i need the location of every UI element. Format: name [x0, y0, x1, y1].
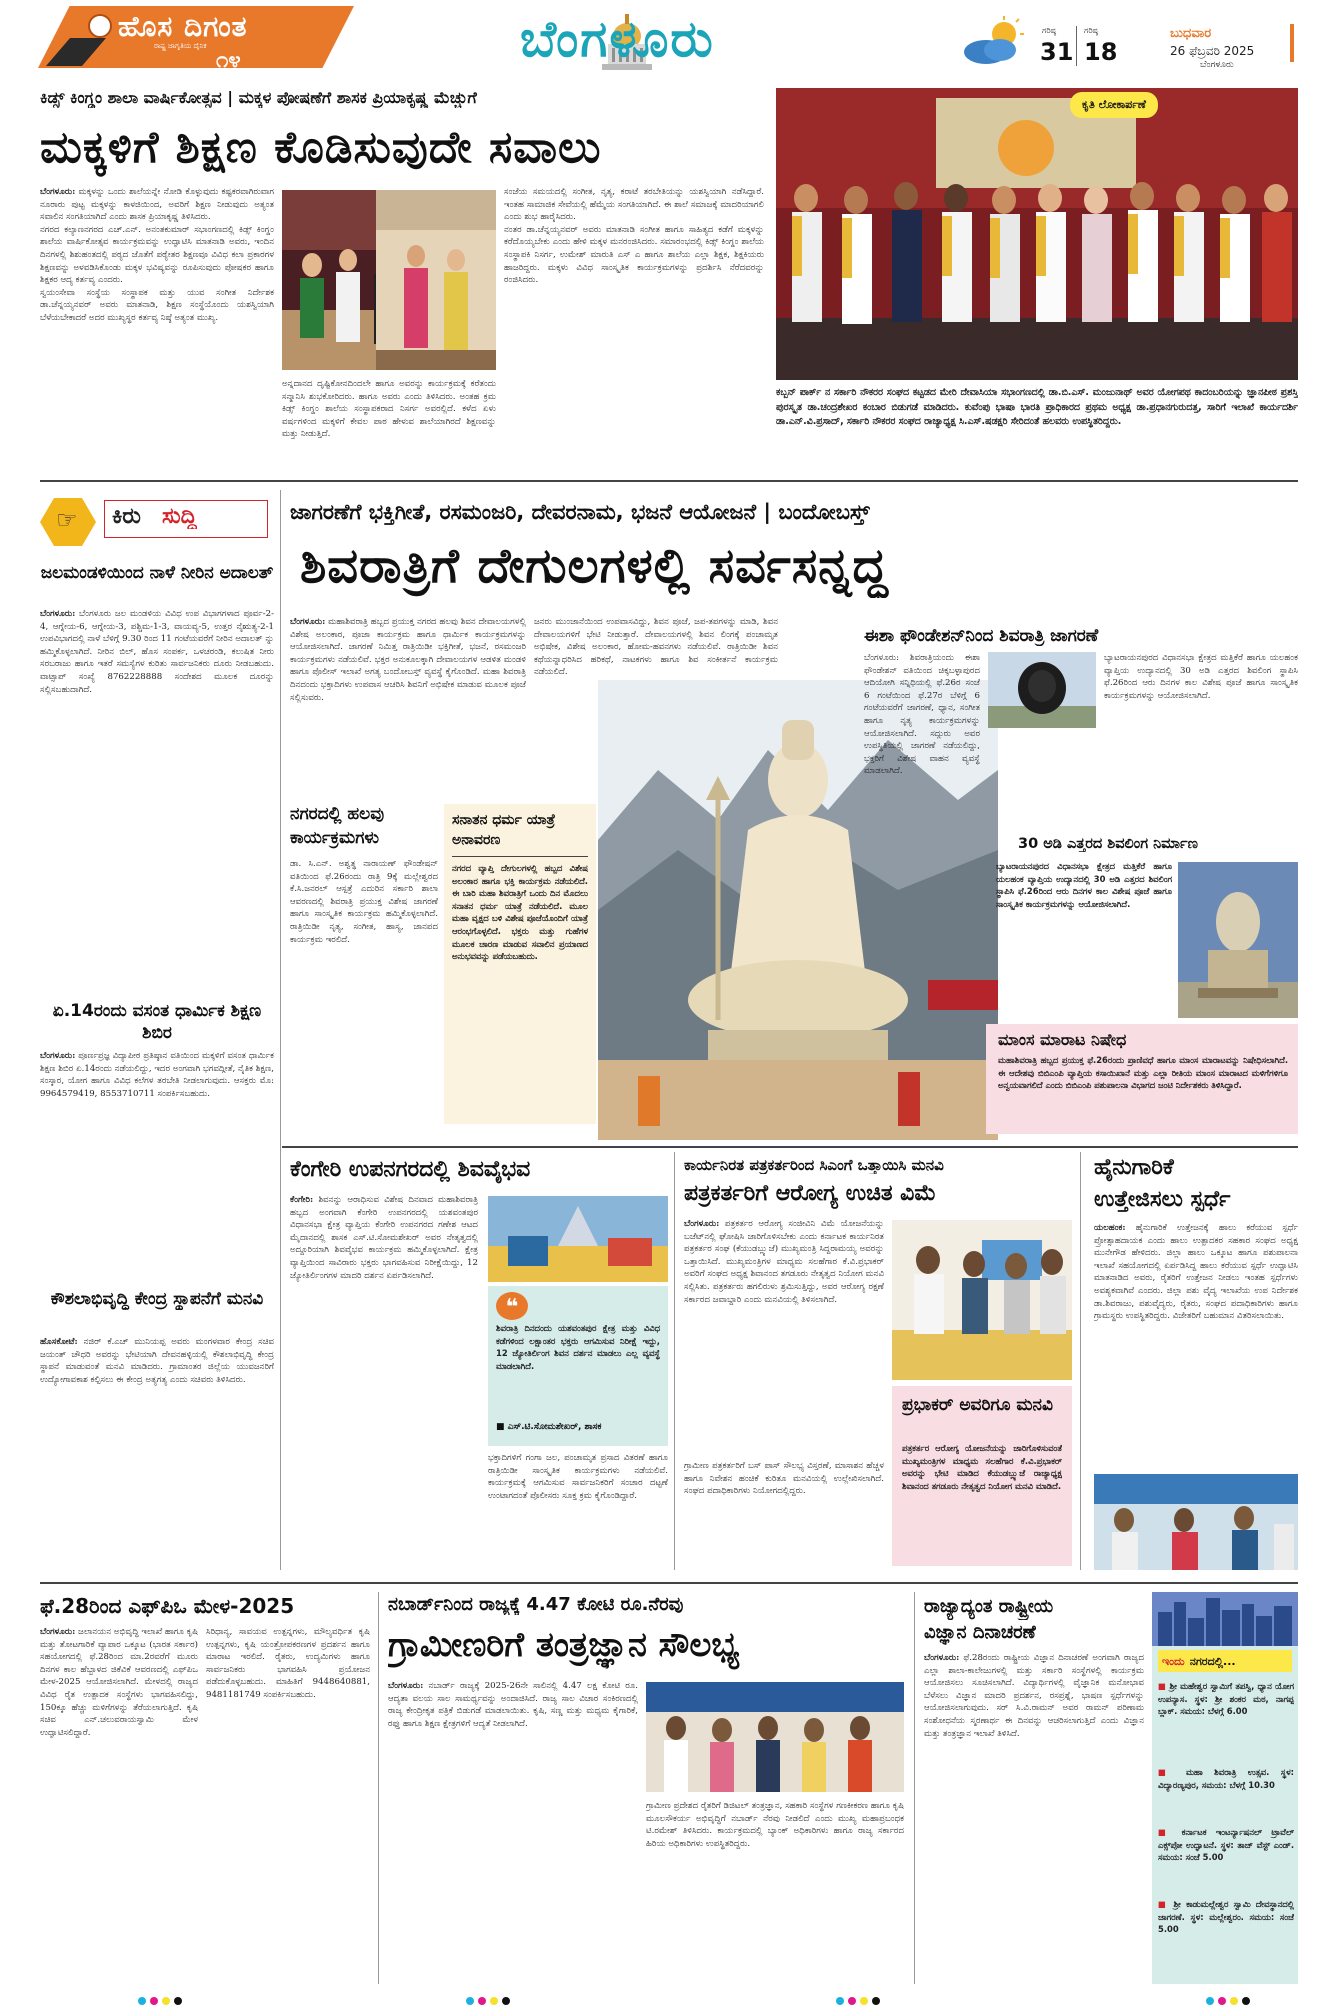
paper-tagline: ರಾಷ್ಟ್ರ ಜಾಗೃತಿಯ ದೈನಿಕ [154, 42, 207, 50]
journalists-body-text: ಪತ್ರಕರ್ತರ ಆರೋಗ್ಯ ಸಂಜೀವಿನಿ ವಿಮೆ ಯೋಜನೆಯನ್ನು ಬಜೆಟ್‌ನಲ್ಲಿ ಘೋಷಿಸಿ ಜಾರಿಗೊಳಿಸಬೇಕು ಎಂದು ಕರ್ನಾಟಕ ಕಾರ್ಯನಿರತ ಪತ್ರಕರ್ತರ ಸಂಘ (ಕೆಯುಡಬ್ಲ್ಯುಜೆ) ಮುಖ್ಯಮಂತ್ರಿ ಸಿದ್ದರಾಮಯ್ಯ ಅವರನ್ನು ಒತ್ತಾಯಿಸಿದೆ. ಮುಖ್ಯಮಂತ್ರಿಗಳ ಮಾಧ್ಯಮ ಸಲಹೆಗಾರ ಕೆ.ವಿ.ಪ್ರಭಾಕರ್ ಅವರಿಗೆ ಸಂಘದ ಅಧ್ಯಕ್ಷ ಶಿವಾನಂದ ತಗಡೂರು ನೇತೃತ್ವದ ನಿಯೋಗ ಮನವಿ ಸಲ್ಲಿಸಿತು. ಪತ್ರಕರ್ತರು ಹಗಲಿರುಳು ಶ್ರಮಿಸುತ್ತಿದ್ದು, ಅವರ ಆರೋಗ್ಯ ರಕ್ಷಣೆ ಸರ್ಕಾರದ ಜವಾಬ್ದಾರಿ ಎಂದು ಮನವಿಯಲ್ಲಿ ತಿಳಿಸಲಾಗಿದೆ. [684, 1219, 884, 1305]
brief-2-head: ಏ.14ರಂದು ವಸಂತ ಧಾರ್ಮಿಕ ಶಿಕ್ಷಣ ಶಿಬಿರ [52, 1001, 262, 1043]
dairy-body-text: ಹೈನುಗಾರಿಕೆ ಉತ್ತೇಜನಕ್ಕೆ ಹಾಲು ಕರೆಯುವ ಸ್ಪರ್ಧೆ ಪ್ರೋತ್ಸಾಹದಾಯಕ ಎಂದು ಹಾಲು ಉತ್ಪಾದಕರ ಸಹಕಾರ ಸಂಘದ ಅಧ್ಯಕ್ಷ ಮುನೇಗೌಡ ಹೇಳಿದರು. ಜಿಲ್ಲಾ ಹಾಲು ಒಕ್ಕೂಟ ಹಾಗೂ ಪಶುಪಾಲನಾ ಇಲಾಖೆ ಸಹಯೋಗದಲ್ಲಿ ಏರ್ಪಡಿಸಿದ್ದ ಹಾಲು ಕರೆಯುವ ಸ್ಪರ್ಧೆ ಉದ್ಘಾಟಿಸಿ ಮಾತನಾಡಿದ ಅವರು, ರೈತರಿಗೆ ಉತ್ತೇಜನ ನೀಡಲು ಇಂತಹ ಸ್ಪರ್ಧೆಗಳು ಅವಶ್ಯಕವಾಗಿವೆ ಎಂದರು. ಜಿಲ್ಲಾ ಪಶು ವೈದ್ಯ ಇಲಾಖೆಯ ಉಪ ನಿರ್ದೇಶಕ ಡಾ.ಶಿವರಾಜು, ಪಶುವೈದ್ಯರು, ರೈತರು, ಸಂಘದ ಪದಾಧಿಕಾರಿಗಳು ಹಾಗೂ ಗ್ರಾಮಸ್ಥರು ಉಪಸ್ಥಿತರಿದ್ದರು. ವಿಜೇತರಿಗೆ ಬಹುಮಾನ ವಿತರಿಸಲಾಯಿತು. [1094, 1223, 1298, 1322]
science-dateline: ಬೆಂಗಳೂರು: [924, 1653, 960, 1663]
lingam-head: 30 ಅಡಿ ಎತ್ತರದ ಶಿವಲಿಂಗ ನಿರ್ಮಾಣ [1018, 836, 1198, 852]
sanatana-box [444, 804, 596, 1124]
sub1-body: ಡಾ. ಸಿ.ಎನ್. ಅಶ್ವತ್ಥ ನಾರಾಯಣ್ ಫೌಂಡೇಷನ್ ವತಿಯಿಂದ ಫೆ.26ರಂದು ರಾತ್ರಿ 9ಕ್ಕೆ ಮಲ್ಲೇಶ್ವರದ ಕೆ.ಸಿ.ಜನರಲ್ ಆಸ್ಪತ್ರೆ ಎದುರಿನ ಸರ್ಕಾರಿ ಶಾಲಾ ಆವರಣದಲ್ಲಿ ಶಿವರಾತ್ರಿ ಪ್ರಯುಕ್ತ ವಿಶೇಷ ಜಾಗರಣೆ ಹಾಗೂ ಸಾಂಸ್ಕೃತಿಕ ಕಾರ್ಯಕ್ರಮ ಹಮ್ಮಿಕೊಳ್ಳಲಾಗಿದೆ. ರಾತ್ರಿಯಿಡೀ ನೃತ್ಯ, ಸಂಗೀತ, ಹಾಸ್ಯ, ಜಾನಪದ ಕಾರ್ಯಕ್ರಮ ಇರಲಿದೆ. [290, 859, 438, 945]
sanatana-box-body: ನಗರದ ವ್ಯಾಪ್ತಿ ದೇಗುಲಗಳಲ್ಲಿ ಹಬ್ಬದ ವಿಶೇಷ ಅಲಂಕಾರ ಹಾಗೂ ಭಕ್ತಿ ಕಾರ್ಯಕ್ರಮ ನಡೆಯಲಿದೆ. ಈ ಬಾರಿ ಮಹಾ ಶಿವರಾತ್ರಿಗೆ ಒಂದು ದಿನ ಮೊದಲು ಸನಾತನ ಧರ್ಮ ಯಾತ್ರೆ ನಡೆಯಲಿದೆ. ಮೂಲ ಮಹಾ ವೃಕ್ಷದ ಬಳಿ ವಿಶೇಷ ಪೂಜೆಯೊಂದಿಗೆ ಯಾತ್ರೆ ಆರಂಭಗೊಳ್ಳಲಿದೆ. ಭಕ್ತರು ಮತ್ತು ಗುಹೆಗಳ ಮೂಲಕ ಚಾರಣ ಮಾಡುವ ಸವಾಲಿನ ಪ್ರಯಾಣದ ಅನುಭವವನ್ನು ಪಡೆಯಬಹುದು. [452, 863, 588, 962]
book-release-photo [776, 88, 1298, 380]
lead-body-2: ನಗರದ ಕಲ್ಯಾಣನಗರದ ಎಚ್.ಎನ್. ಅನಂತಕುಮಾರ್ ಸಭಾಂಗಣದಲ್ಲಿ ಕಿಡ್ಸ್ ಕಿಂಗ್ಡಂ ಶಾಲೆಯ ವಾರ್ಷಿಕೋತ್ಸವ ಕಾರ್ಯಕ್ರಮವನ್ನು ಉದ್ಘಾಟಿಸಿ ಮಾತನಾಡಿ ಅವರು, ಇಂದಿನ ದಿನಗಳಲ್ಲಿ ಶಿಶುಹಂತದಲ್ಲಿ ಪಠ್ಯದ ಜೊತೆಗೆ ಪಠ್ಯೇತರ ಶಿಕ್ಷಣವೂ ವಿವಿಧ ಕಲಾ ಪ್ರಕಾರಗಳ ಶಿಕ್ಷಣವನ್ನು ಅಳವಡಿಸಿಕೊಂಡು ಮಕ್ಕಳ ಭವಿಷ್ಯವನ್ನು ರೂಪಿಸುವುದು ಪೋಷಕರ ಹಾಗೂ ಶಿಕ್ಷಕರ ಆದ್ಯ ಕರ್ತವ್ಯ ಎಂದರು. [40, 224, 274, 286]
registration-marks [0, 1992, 1338, 2010]
science-body-text: ಫೆ.28ರಂದು ರಾಷ್ಟ್ರೀಯ ವಿಜ್ಞಾನ ದಿನಾಚರಣೆ ಅಂಗವಾಗಿ ರಾಜ್ಯದ ಎಲ್ಲಾ ಶಾಲಾ-ಕಾಲೇಜುಗಳಲ್ಲಿ ಮತ್ತು ಸರ್ಕಾರಿ ಸಂಸ್ಥೆಗಳಲ್ಲಿ ಕಾರ್ಯಕ್ರಮ ಆಯೋಜಿಸಲು ಸೂಚಿಸಲಾಗಿದೆ. ವಿದ್ಯಾರ್ಥಿಗಳಲ್ಲಿ ವೈಜ್ಞಾನಿಕ ಮನೋಭಾವ ಬೆಳೆಸಲು ವಿಜ್ಞಾನ ಮಾದರಿ ಪ್ರದರ್ಶನ, ರಸಪ್ರಶ್ನೆ, ಭಾಷಣ ಸ್ಪರ್ಧೆಗಳನ್ನು ಆಯೋಜಿಸಲಾಗುವುದು. ಸರ್ ಸಿ.ವಿ.ರಾಮನ್ ಅವರ ರಾಮನ್ ಪರಿಣಾಮ ಸಂಶೋಧನೆಯ ಸ್ಮರಣಾರ್ಥ ಈ ದಿನವನ್ನು ಆಚರಿಸಲಾಗುತ್ತಿದೆ ಎಂದು ವಿಜ್ಞಾನ ಮತ್ತು ತಂತ್ರಜ್ಞಾನ ಇಲಾಖೆ ತಿಳಿಸಿದೆ. [924, 1653, 1144, 1739]
shivaratri-body-col-1 [290, 616, 526, 792]
brief-3-dateline: ಹೊಸಕೋಟೆ: [40, 1337, 78, 1347]
dairy-body [1094, 1222, 1298, 1468]
shivaratri-headline: ಶಿವರಾತ್ರಿಗೆ ದೇಗುಲಗಳಲ್ಲಿ ಸರ್ವಸನ್ನದ್ಧ [300, 538, 889, 594]
kengeri-body [290, 1194, 478, 1570]
section-title-text: ಬೆಂಗಳೂರು [520, 10, 715, 68]
brief-1-text: ಬೆಂಗಳೂರು ಜಲ ಮಂಡಳಿಯ ವಿವಿಧ ಉಪ ವಿಭಾಗಗಳಾದ ಪೂರ್ವ-2-4, ಆಗ್ನೇಯ-6, ಆಗ್ನೇಯ-3, ಪಶ್ಚಿಮ-1-3, ವಾಯವ್ಯ-5, ಉತ್ತರ ನೈಋತ್ಯ-2-1 ಉಪವಿಭಾಗದಲ್ಲಿ ನಾಳೆ ಬೆಳಿಗ್ಗೆ 9.30 ರಿಂದ 11 ಗಂಟೆಯವರೆಗೆ ನೀರಿನ ಅದಾಲತ್ ನ್ನು ಹಮ್ಮಿಕೊಳ್ಳಲಾಗಿದೆ. ನೀರಿನ ಬಿಲ್, ಹೊಸ ಸಂಪರ್ಕ, ಒಳಚರಂಡಿ, ಕಲುಷಿತ ನೀರು ಸರಬರಾಜು ಹಾಗೂ ಇತರೆ ಸಮಸ್ಯೆಗಳ ಕುರಿತು ಸಾರ್ವಜನಿಕರು ದೂರು ನೀಡಬಹುದು. ವಾಟ್ಸಾಪ್ ಸಂಖ್ಯೆ 8762228888 ಸಂದೇಶದ ಮೂಲಕ ದೂರನ್ನು ಸಲ್ಲಿಸಬಹುದಾಗಿದೆ. [40, 609, 274, 695]
nabard-dateline: ಬೆಂಗಳೂರು: [388, 1681, 424, 1691]
bullet-icon: ■ [1158, 1827, 1182, 1837]
journalists-headline: ಪತ್ರಕರ್ತರಿಗೆ ಆರೋಗ್ಯ ಉಚಿತ ವಿಮೆ [684, 1181, 937, 1206]
brief-2-dateline: ಬೆಂಗಳೂರು: [40, 1051, 76, 1061]
brief-1-dateline: ಬೆಂಗಳೂರು: [40, 609, 76, 619]
max-temp: 31 [1040, 38, 1074, 66]
fpo-body-2: ಸಿರಿಧಾನ್ಯ, ಸಾವಯವ ಉತ್ಪನ್ನಗಳು, ಮೌಲ್ಯವರ್ಧಿತ ಕೃಷಿ ಉತ್ಪನ್ನಗಳು, ಕೃಷಿ ಯಂತ್ರೋಪಕರಣಗಳ ಪ್ರದರ್ಶನ ಹಾಗೂ ಮಾರಾಟ ಇರಲಿದೆ. ರೈತರು, ಉದ್ಯಮಿಗಳು ಹಾಗೂ ಸಾರ್ವಜನಿಕರು ಭಾಗವಹಿಸಿ ಪ್ರಯೋಜನ ಪಡೆದುಕೊಳ್ಳಬಹುದು. ಮಾಹಿತಿಗೆ 9448640881, 9481181749 ಸಂಪರ್ಕಿಸಬಹುದು. [206, 1627, 370, 1700]
today-item-4-text: ಶ್ರೀ ಕಾಡುಮಲ್ಲೇಶ್ವರ ಸ್ವಾಮಿ ದೇವಸ್ಥಾನದಲ್ಲಿ ಜಾಗರಣೆ. ಸ್ಥಳ: ಮಲ್ಲೇಶ್ವರಂ. ಸಮಯ: ಸಂಜೆ 5.00 [1158, 1899, 1294, 1935]
briefs-divider [280, 490, 281, 1570]
issue-city: ಬೆಂಗಳೂರು [1200, 60, 1234, 70]
today-label [1158, 1650, 1292, 1672]
shivaratri-kicker: ಜಾಗರಣೆಗೆ ಭಕ್ತಿಗೀತೆ, ರಸಮಂಜರಿ, ದೇವರನಾಮ, ಭಜನೆ ಆಯೋಜನೆ | ಬಂದೋಬಸ್ತ್ [290, 500, 870, 524]
journalists-body [684, 1218, 884, 1454]
min-temp: 18 [1084, 38, 1118, 66]
masthead [0, 0, 1338, 80]
today-label-b: ನಗರದಲ್ಲಿ... [1189, 1655, 1236, 1668]
isha-body-2-text: ಬ್ಯಾಟರಾಯನಪುರದ ವಿಧಾನಸಭಾ ಕ್ಷೇತ್ರದ ಮತ್ತಿಕೆರೆ ಹಾಗೂ ಯಲಹಂಕ ವ್ಯಾಪ್ತಿಯ ಉದ್ಯಾನದಲ್ಲಿ 30 ಅಡಿ ಎತ್ತರದ ಶಿವಲಿಂಗ ಸ್ಥಾಪಿಸಿ ಫೆ.26ರಿಂದ ಆರು ದಿನಗಳ ಕಾಲ ವಿಶೇಷ ಪೂಜೆ ಹಾಗೂ ಸಾಂಸ್ಕೃತಿಕ ಕಾರ್ಯಕ್ರಮಗಳನ್ನು ಆಯೋಜಿಸಲಾಗಿದೆ. [1104, 653, 1298, 701]
nabard-body [388, 1680, 638, 1984]
weather-icon [960, 16, 1030, 66]
kengeri-headline: ಕೆಂಗೇರಿ ಉಪನಗರದಲ್ಲಿ ಶಿವವೈಭವ [290, 1157, 531, 1182]
page-number: ೧೪ [216, 48, 241, 73]
brief-3-body [40, 1336, 274, 1560]
nabard-divider [914, 1592, 915, 1984]
fpo-headline: ಫೆ.28ರಿಂದ ಎಫ್‌ಪಿಒ ಮೇಳ-2025 [40, 1594, 295, 1618]
meat-box-head: ಮಾಂಸ ಮಾರಾಟ ನಿಷೇಧ [998, 1030, 1127, 1049]
book-release-caption: ಕಬ್ಬನ್ ಪಾರ್ಕ್ ನ ಸರ್ಕಾರಿ ನೌಕರರ ಸಂಘದ ಕಟ್ಟಡದ ಮೇರಿ ದೇವಾಸಿಯಾ ಸಭಾಂಗಣದಲ್ಲಿ ಡಾ.ಬಿ.ಎಸ್. ಮಂಜುನಾಥ್ ಅವರ ಯೋಗಪಥ ಕಾದಂಬರಿಯನ್ನು ಜ್ಞಾನಪೀಠ ಪ್ರಶಸ್ತಿ ಪುರಸ್ಕೃತ ಡಾ.ಚಂದ್ರಶೇಖರ ಕಂಬಾರ ಬಿಡುಗಡೆ ಮಾಡಿದರು. ಕುವೆಂಪು ಭಾಷಾ ಭಾರತಿ ಪ್ರಾಧಿಕಾರದ ಪ್ರಥಮ ಅಧ್ಯಕ್ಷ ಡಾ.ಪ್ರಧಾನಗುರುದತ್ತ, ಸಾರಿಗೆ ಇಲಾಖೆ ಕಾರ್ಯದರ್ಶಿ ಡಾ.ಎನ್.ವಿ.ಪ್ರಸಾದ್, ಸರ್ಕಾರಿ ನೌಕರರ ಸಂಘದ ರಾಜ್ಯಾಧ್ಯಕ್ಷ ಸಿ.ಎಸ್.ಷಡಕ್ಷರಿ ಸೇರಿದಂತೆ ಹಲವರು ಉಪಸ್ಥಿತರಿದ್ದರು. [776, 387, 1298, 428]
today-box [1152, 1592, 1298, 1984]
lead-dateline: ಬೆಂಗಳೂರು: [40, 187, 76, 197]
section-rule-2 [282, 1146, 1298, 1148]
today-item-3-text: ಕರ್ನಾಟಕ ಇಂಟರ್ನ್ಯಾಷನಲ್ ಟ್ರಾವೆಲ್ ಎಕ್ಸ್‌ಪೋ ಉದ್ಘಾಟನೆ. ಸ್ಥಳ: ತಾಜ್ ವೆಸ್ಟ್ ಎಂಡ್. ಸಮಯ: ಸಂಜೆ 5.00 [1158, 1827, 1294, 1863]
sanatana-box-rule [452, 856, 588, 857]
shivaratri-dateline: ಬೆಂಗಳೂರು: [290, 617, 326, 627]
brief-2-text: ಪೂರ್ಣಪ್ರಜ್ಞ ವಿದ್ಯಾಪೀಠ ಪ್ರತಿಷ್ಠಾನ ವತಿಯಿಂದ ಮಕ್ಕಳಿಗೆ ವಸಂತ ಧಾರ್ಮಿಕ ಶಿಕ್ಷಣ ಶಿಬಿರ ಏ.14ರಂದು ನಡೆಯಲಿದ್ದು, ಇದರ ಅಂಗವಾಗಿ ಭಗವದ್ಗೀತೆ, ನೈತಿಕ ಶಿಕ್ಷಣ, ಸಂಸ್ಕಾರ, ಯೋಗ ಹಾಗೂ ವಿವಿಧ ಕಲೆಗಳ ತರಬೇತಿ ನೀಡಲಾಗುವುದು. ಆಸಕ್ತರು ಮೊ: 9964579419, 8553710711 ಸಂಪರ್ಕಿಸಬಹುದು. [40, 1051, 274, 1099]
brief-2-body [40, 1050, 274, 1290]
shivaratri-body-2: ಜನರು ಮುಂಜಾನೆಯಿಂದ ಉಪವಾಸವಿದ್ದು, ಶಿವನ ಪೂಜೆ, ಜಪ-ತಪಗಳನ್ನು ಮಾಡಿ, ಶಿವನ ದೇವಾಲಯಗಳಿಗೆ ಭೇಟಿ ನೀಡುತ್ತಾರೆ. ದೇವಾಲಯಗಳಲ್ಲಿ ಶಿವನ ಲಿಂಗಕ್ಕೆ ಪಂಚಾಮೃತ ಅಭಿಷೇಕ, ವಿಶೇಷ ಅಲಂಕಾರ, ಹೋಮ-ಹವನಗಳು ನಡೆಯಲಿವೆ. ರಾತ್ರಿಯಿಡೀ ಶಿವನ ಕಥೆಯನ್ನಾಧರಿಸಿದ ಹರಿಕಥೆ, ನಾಟಕಗಳು ಹಾಗೂ ಶಿವ ಸಂಕೀರ್ತನೆ ಕಾರ್ಯಕ್ರಮ ನಡೆಯಲಿದೆ. [534, 617, 778, 678]
journalists-kicker: ಕಾರ್ಯನಿರತ ಪತ್ರಕರ್ತರಿಂದ ಸಿಎಂಗೆ ಒತ್ತಾಯಿಸಿ ಮನವಿ [684, 1156, 944, 1174]
section-rule-3 [40, 1582, 1298, 1584]
briefs-label-b: ಸುದ್ದಿ [162, 504, 197, 529]
science-headline-1: ರಾಜ್ಯಾದ್ಯಂತ ರಾಷ್ಟ್ರೀಯ [924, 1596, 1054, 1617]
today-item-1 [1158, 1680, 1294, 1762]
brief-1-head: ಜಲಮಂಡಳಿಯಿಂದ ನಾಳೆ ನೀರಿನ ಅದಾಲತ್ [40, 563, 274, 583]
prabhakar-box [892, 1386, 1072, 1566]
max-temp-label: ಗರಿಷ್ಠ [1042, 26, 1056, 35]
logo-emblem-icon [88, 14, 112, 38]
nabard-headline: ಗ್ರಾಮೀಣರಿಗೆ ತಂತ್ರಜ್ಞಾನ ಸೌಲಭ್ಯ [388, 1625, 740, 1665]
paper-name: ಹೊಸ ದಿಗಂತ [118, 10, 248, 43]
kengeri-divider [674, 1152, 675, 1570]
issue-date: 26 ಫೆಬ್ರವರಿ 2025 [1170, 44, 1255, 58]
dairy-dateline: ಯಲಹಂಕ: [1094, 1223, 1126, 1233]
lead-body-1: ಮಕ್ಕಳನ್ನು ಒಂದು ಶಾಲೆಯನ್ನೇ ನೋಡಿ ಕೊಳ್ಳುವುದು ಕಷ್ಟಕರವಾಗಿರುವಾಗ ನೂರಾರು ಪುಟ್ಟ ಮಕ್ಕಳನ್ನು ಕಾಳಜಿಯಿಂದ, ಅವರಿಗೆ ಶಿಕ್ಷಣ ನೀಡುವುದು ಅತ್ಯಂತ ಸವಾಲಿನ ಸಂಗತಿಯಾಗಿದೆ ಎಂದು ಶಾಸಕ ಪ್ರಿಯಾಕೃಷ್ಣ ತಿಳಿಸಿದರು. [40, 187, 274, 223]
fpo-body [40, 1626, 198, 1984]
isha-body-1: ಬೆಂಗಳೂರು: ಶಿವರಾತ್ರಿಯಂದು ಈಶಾ ಫೌಂಡೇಶನ್ ವತಿಯಿಂದ ಚಿಕ್ಕಬಳ್ಳಾಪುರದ ಆದಿಯೋಗಿ ಸನ್ನಿಧಿಯಲ್ಲಿ ಫೆ.26ರ ಸಂಜೆ 6 ಗಂಟೆಯಿಂದ ಫೆ.27ರ ಬೆಳಿಗ್ಗೆ 6 ಗಂಟೆಯವರೆಗೆ ಜಾಗರಣೆ, ಧ್ಯಾನ, ಸಂಗೀತ ಹಾಗೂ ನೃತ್ಯ ಕಾರ್ಯಕ್ರಮಗಳನ್ನು ಆಯೋಜಿಸಲಾಗಿದೆ. ಸದ್ಗುರು ಅವರ ಉಪಸ್ಥಿತಿಯಲ್ಲಿ ಜಾಗರಣೆ ನಡೆಯಲಿದ್ದು, ಭಕ್ತರಿಗೆ ವಿಶೇಷ ವಾಹನ ವ್ಯವಸ್ಥೆ ಮಾಡಲಾಗಿದೆ. [864, 653, 980, 777]
dairy-photo [1094, 1474, 1298, 1570]
bullet-icon: ■ [1158, 1681, 1170, 1691]
lead-body-6: ನಂತರ ಡಾ.ಚೆನ್ನಯ್ಯನವರ್ ಅವರು ಮಾತನಾಡಿ ಸಂಗೀತ ಹಾಗೂ ಸಾಹಿತ್ಯದ ಕಡೆಗೆ ಮಕ್ಕಳನ್ನು ಕರೆದೊಯ್ಯಬೇಕು ಎಂದು ಹೇಳಿ ಮಕ್ಕಳ ಮನರಂಜಿಸಿದರು. ಸಮಾರಂಭದಲ್ಲಿ ಕಿಡ್ಸ್ ಕಿಂಗ್ಡಂ ಶಾಲೆಯ ಸಂಸ್ಥಾಪಕಿ ನಿಸರ್ಗ, ಉಮೇಶ್ ಮಾರುತಿ ಎಸ್ ಎ ಹಾಗೂ ಶಾಲೆಯ ಎಲ್ಲಾ ಶಿಕ್ಷಕ, ಶಿಕ್ಷಕಿಯರು ಹಾಜರಿದ್ದರು. ಮಕ್ಕಳು ವಿವಿಧ ಸಾಂಸ್ಕೃತಿಕ ಕಾರ್ಯಕ್ರಮಗಳನ್ನು ಪ್ರದರ್ಶಿಸಿ ನೆರೆದವರನ್ನು ರಂಜಿಸಿದರು. [504, 224, 764, 286]
nabard-body-2: ಗ್ರಾಮೀಣ ಪ್ರದೇಶದ ರೈತರಿಗೆ ಡಿಜಿಟಲ್ ತಂತ್ರಜ್ಞಾನ, ಸಹಕಾರಿ ಸಂಸ್ಥೆಗಳ ಗಣಕೀಕರಣ ಹಾಗೂ ಕೃಷಿ ಮೂಲಸೌಕರ್ಯ ಅಭಿವೃದ್ಧಿಗೆ ನಬಾರ್ಡ್ ನೆರವು ನೀಡಲಿದೆ ಎಂದು ಮುಖ್ಯ ಮಹಾಪ್ರಬಂಧಕ ಟಿ.ರಮೇಶ್ ತಿಳಿಸಿದರು. ಕಾರ್ಯಕ್ರಮದಲ್ಲಿ ಬ್ಯಾಂಕ್ ಅಧಿಕಾರಿಗಳು ಹಾಗೂ ರಾಜ್ಯ ಸರ್ಕಾರದ ಹಿರಿಯ ಅಧಿಕಾರಿಗಳು ಉಪಸ್ಥಿತರಿದ್ದರು. [646, 1801, 904, 1849]
prabhakar-box-body: ಪತ್ರಕರ್ತರ ಆರೋಗ್ಯ ಯೋಜನೆಯನ್ನು ಜಾರಿಗೊಳಿಸುವಂತೆ ಮುಖ್ಯಮಂತ್ರಿಗಳ ಮಾಧ್ಯಮ ಸಲಹೆಗಾರ ಕೆ.ವಿ.ಪ್ರಭಾಕರ್ ಅವರನ್ನು ಭೇಟಿ ಮಾಡಿದ ಕೆಯುಡಬ್ಲ್ಯುಜೆ ರಾಜ್ಯಾಧ್ಯಕ್ಷ ಶಿವಾನಂದ ತಗಡೂರು ನೇತೃತ್ವದ ನಿಯೋಗ ಮನವಿ ಮಾಡಿದೆ. [902, 1443, 1062, 1491]
lead-body-3: ಸ್ವಯಂಸೇವಾ ಸಂಸ್ಥೆಯ ಸಂಸ್ಥಾಪಕ ಮತ್ತು ಯುವ ಸಂಗೀತ ನಿರ್ದೇಶಕ ಡಾ.ಚೆನ್ನಯ್ಯನವರ್ ಅವರು ಮಾತನಾಡಿ, ಶಿಕ್ಷಣ ಸಂಸ್ಥೆಯೊಂದು ಯಶಸ್ವಿಯಾಗಿ ಬೆಳೆಯಬೇಕಾದರೆ ಅದರ ಮುಖ್ಯಸ್ಥರ ಕರ್ತವ್ಯ ನಿಷ್ಠೆ ಅತ್ಯಂತ ಮುಖ್ಯ. [40, 287, 274, 323]
bullet-icon: ■ [1158, 1767, 1186, 1777]
journalists-divider [1080, 1152, 1081, 1570]
meat-box-body: ಮಹಾಶಿವರಾತ್ರಿ ಹಬ್ಬದ ಪ್ರಯುಕ್ತ ಫೆ.26ರಂದು ಪ್ರಾಣಿವಧೆ ಹಾಗೂ ಮಾಂಸ ಮಾರಾಟವನ್ನು ನಿಷೇಧಿಸಲಾಗಿದೆ. ಈ ಆದೇಶವು ಬಿಬಿಎಂಪಿ ವ್ಯಾಪ್ತಿಯ ಕಸಾಯಿಖಾನೆ ಮತ್ತು ಎಲ್ಲಾ ರೀತಿಯ ಮಾಂಸ ಮಾರಾಟದ ಮಳಿಗೆಗಳಿಗೂ ಅನ್ವಯವಾಗಲಿದೆ ಎಂದು ಬಿಬಿಎಂಪಿ ಪಶುಪಾಲನಾ ವಿಭಾಗದ ಜಂಟಿ ನಿರ್ದೇಶಕರು ತಿಳಿಸಿದ್ದಾರೆ. [998, 1055, 1288, 1091]
lead-body-4: ಅನ್ನದಾನದ ದೃಷ್ಟಿಕೋನದಿಂದಲೇ ಹಾಗೂ ಅವರನ್ನು ಕಾರ್ಯಕ್ರಮಕ್ಕೆ ಕರೆತಂದು ಸನ್ಮಾನಿಸಿ ಶುಭಕೋರಿದರು. ಹಾಗೂ ಅವರು ಎಂದು ತಿಳಿಸಿದರು. ಅಂತಹ ಕ್ರಮ ಕಿಡ್ಸ್ ಕಿಂಗ್ಡಂ ಶಾಲೆಯ ಸಂಸ್ಥಾಪಕರಾದ ನಿಸರ್ಗ ಅವರಲ್ಲಿದೆ. ಕಳೆದ ಏಳು ವರ್ಷಗಳಿಂದ ಮಕ್ಕಳಿಗೆ ಕೇವಲ ಪಾಠ ಹೇಳುವ ಶಾಲೆಯಾಗಿರದೆ ಶಿಕ್ಷಣವನ್ನು ಮತ್ತು ನೀಡುತ್ತಿದೆ. [282, 379, 496, 440]
briefs-column [40, 490, 274, 1570]
lead-column-2b [282, 378, 496, 468]
isha-photo [988, 652, 1096, 728]
quote-icon: ❝ [496, 1292, 528, 1320]
bullet-icon: ■ [1158, 1899, 1174, 1909]
skyline-icon [1152, 1592, 1298, 1646]
kengeri-body-text: ಶಿವನನ್ನು ಆರಾಧಿಸುವ ವಿಶೇಷ ದಿನವಾದ ಮಹಾಶಿವರಾತ್ರಿ ಹಬ್ಬದ ಅಂಗವಾಗಿ ಕೆಂಗೇರಿ ಉಪನಗರದಲ್ಲಿ ಯಶವಂತಪುರ ವಿಧಾನಸಭಾ ಕ್ಷೇತ್ರ ವ್ಯಾಪ್ತಿಯ ಕೆಂಗೇರಿ ಉಪನಗರದ ಗಣೇಶ ಆಟದ ಮೈದಾನದಲ್ಲಿ ಶಾಸಕ ಎಸ್.ಟಿ.ಸೋಮಶೇಖರ್ ಅವರ ನೇತೃತ್ವದಲ್ಲಿ ಅದ್ದೂರಿಯಾಗಿ ಶಿವವೈಭವ ಕಾರ್ಯಕ್ರಮ ಹಮ್ಮಿಕೊಳ್ಳಲಾಗಿದೆ. ಕ್ಷೇತ್ರ ವ್ಯಾಪ್ತಿಯಿಂದ ಸಾವಿರಾರು ಭಕ್ತರು ಭಾಗವಹಿಸುವ ನಿರೀಕ್ಷೆಯಿದ್ದು, 12 ಜ್ಯೋತಿರ್ಲಿಂಗಗಳ ಮಾದರಿ ದರ್ಶನ ಏರ್ಪಡಿಸಲಾಗಿದೆ. [290, 1195, 478, 1281]
brief-3-text: ನಜಿರ್ ಕೆ.ಎಚ್ ಮುನಿಯಪ್ಪ ಅವರು ಮಂಗಳವಾರ ಕೇಂದ್ರ ಸಚಿವ ಜಯಂತ್ ಚೌಧರಿ ಅವರನ್ನು ಭೇಟಿಯಾಗಿ ದೇವನಹಳ್ಳಿಯಲ್ಲಿ ಕೌಶಲಾಭಿವೃದ್ಧಿ ಕೇಂದ್ರ ಸ್ಥಾಪನೆ ಮಾಡುವಂತೆ ಮನವಿ ಮಾಡಿದರು. ಗ್ರಾಮಾಂತರ ಜಿಲ್ಲೆಯ ಯುವಜನರಿಗೆ ಉದ್ಯೋಗಾವಕಾಶ ಕಲ್ಪಿಸಲು ಈ ಕೇಂದ್ರ ಅತ್ಯಗತ್ಯ ಎಂದು ಸಚಿವರು ತಿಳಿಸಿದರು. [40, 1337, 274, 1385]
kengeri-quote-box [488, 1286, 668, 1446]
isha-body-2 [1104, 652, 1298, 824]
brief-3-head: ಕೌಶಲಾಭಿವೃದ್ಧಿ ಕೇಂದ್ರ ಸ್ಥಾಪನೆಗೆ ಮನವಿ [50, 1289, 264, 1309]
kengeri-quote-body: ಶಿವರಾತ್ರಿ ದಿನದಂದು ಯಶವಂತಪುರ ಕ್ಷೇತ್ರ ಮತ್ತು ವಿವಿಧ ಕಡೆಗಳಿಂದ ಲಕ್ಷಾಂತರ ಭಕ್ತರು ಆಗಮಿಸುವ ನಿರೀಕ್ಷೆ ಇದ್ದು, 12 ಜ್ಯೋತಿರ್ಲಿಂಗ ಶಿವನ ದರ್ಶನ ಮಾಡಲು ಎಲ್ಲ ವ್ಯವಸ್ಥೆ ಮಾಡಲಾಗಿದೆ. [496, 1323, 660, 1371]
today-item-2-text: ಮಹಾ ಶಿವರಾತ್ರಿ ಉತ್ಸವ. ಸ್ಥಳ: ವಿದ್ಯಾರಣ್ಯಪುರ, ಸಮಯ: ಬೆಳಗ್ಗೆ 10.30 [1158, 1767, 1294, 1790]
lead-body-5: ಸಂಜೆಯ ಸಮಯದಲ್ಲಿ ಸಂಗೀತ, ನೃತ್ಯ, ಕರಾಟೆ ತರಬೇತಿಯನ್ನು ಯಶಸ್ವಿಯಾಗಿ ನಡೆಸಿದ್ದಾರೆ. ಇಂತಹ ಸಾಮಾಜಿಕ ಸೇವೆಯಲ್ಲಿ ಹೆಮ್ಮೆಯ ಸಂಗತಿಯಾಗಿದೆ. ಈ ಶಾಲೆ ಸಮಾಜಕ್ಕೆ ಮಾದರಿಯಾಗಲಿ ಎಂದು ಶುಭ ಹಾರೈಸಿದರು. [504, 187, 764, 223]
section-rule-1 [40, 480, 1298, 482]
briefs-label-box [104, 500, 268, 538]
lead-column-3 [504, 186, 764, 468]
fpo-dateline: ಬೆಂಗಳೂರು: [40, 1627, 76, 1637]
meat-box [986, 1024, 1298, 1134]
today-label-a: ಇಂದು [1162, 1655, 1185, 1668]
today-item-2 [1158, 1766, 1294, 1822]
nabard-kicker: ನಬಾರ್ಡ್‌ನಿಂದ ರಾಜ್ಯಕ್ಕೆ 4.47 ಕೋಟಿ ರೂ.ನೆರವು [388, 1594, 684, 1615]
today-item-3 [1158, 1826, 1294, 1894]
today-item-4 [1158, 1898, 1294, 1980]
nabard-photo [646, 1682, 904, 1792]
lingam-photo [1178, 862, 1298, 1018]
science-headline-2: ವಿಜ್ಞಾನ ದಿನಾಚರಣೆ [924, 1622, 1036, 1643]
science-body [924, 1652, 1144, 1984]
isha-head: ಈಶಾ ಫೌಂಡೇಶನ್‌ನಿಂದ ಶಿವರಾತ್ರಿ ಜಾಗರಣೆ [864, 626, 1099, 646]
today-item-1-text: ಶ್ರೀ ಮಹೇಶ್ವರ ಸ್ವಾಮಿಗೆ ತಪಸ್ವಿ, ಧ್ಯಾನ ಯೋಗ ಉಪನ್ಯಾಸ. ಸ್ಥಳ: ಶ್ರೀ ಶಂಕರ ಮಠ, ನಾಗಪ್ಪ ಬ್ಲಾಕ್. ಸಮಯ: ಬೆಳಗ್ಗೆ 6.00 [1158, 1681, 1294, 1717]
min-temp-label: ಗರಿಷ್ಠ [1084, 26, 1098, 35]
shivaratri-body: ಮಹಾಶಿವರಾತ್ರಿ ಹಬ್ಬದ ಪ್ರಯುಕ್ತ ನಗರದ ಹಲವು ಶಿವನ ದೇವಾಲಯಗಳಲ್ಲಿ ವಿಶೇಷ ಅಲಂಕಾರ, ಪೂಜಾ ಕಾರ್ಯಕ್ರಮ ಹಾಗೂ ಧಾರ್ಮಿಕ ಕಾರ್ಯಕ್ರಮಗಳನ್ನು ಆಯೋಜಿಸಲಾಗಿದೆ. ಜಾಗರಣೆ ನಿಮಿತ್ತ ರಾತ್ರಿಯಿಡೀ ಭಕ್ತಿಗೀತೆ, ಭಜನೆ, ರಸಮಂಜರಿ ಕಾರ್ಯಕ್ರಮಗಳು ನಡೆಯಲಿವೆ. ಭಕ್ತರ ಅನುಕೂಲಕ್ಕಾಗಿ ದೇವಾಲಯಗಳ ಆಡಳಿತ ಮಂಡಳಿ ಹಾಗೂ ಪೊಲೀಸ್ ಇಲಾಖೆ ಅಗತ್ಯ ಬಂದೋಬಸ್ತ್ ವ್ಯವಸ್ಥೆ ಕೈಗೊಂಡಿದೆ. ಮಹಾ ಶಿವರಾತ್ರಿ ದಿನದಂದು ಭಕ್ತಾದಿಗಳು ಉಪವಾಸ ಆಚರಿಸಿ ಶಿವನಿಗೆ ಅಭಿಷೇಕ ಮಾಡುವ ಮೂಲಕ ಪೂಜೆ ಸಲ್ಲಿಸುವರು. [290, 617, 526, 703]
fpo-body-text: ಜಲಾನಯನ ಅಭಿವೃದ್ಧಿ ಇಲಾಖೆ ಹಾಗೂ ಕೃಷಿ ಮತ್ತು ತೋಟಗಾರಿಕೆ ವ್ಯಾಪಾರ ಒಕ್ಕೂಟ (ಭಾರತ ಸರ್ಕಾರ) ಸಹಯೋಗದಲ್ಲಿ ಫೆ.28ರಿಂದ ಮಾ.2ರವರೆಗೆ ಮೂರು ದಿನಗಳ ಕಾಲ ಹೆಬ್ಬಾಳದ ಜಿಕೆವಿಕೆ ಆವರಣದಲ್ಲಿ ಎಫ್‌ಪಿಒ ಮೇಳ-2025 ಆಯೋಜಿಸಲಾಗಿದೆ. ಮೇಳದಲ್ಲಿ ರಾಜ್ಯದ ವಿವಿಧ ರೈತ ಉತ್ಪಾದಕ ಸಂಸ್ಥೆಗಳು ಭಾಗವಹಿಸಲಿದ್ದು, 150ಕ್ಕೂ ಹೆಚ್ಚು ಮಳಿಗೆಗಳನ್ನು ತೆರೆಯಲಾಗುತ್ತಿದೆ. ಕೃಷಿ ಸಚಿವ ಎನ್.ಚಲುವರಾಯಸ್ವಾಮಿ ಮೇಳ ಉದ್ಘಾಟಿಸಲಿದ್ದಾರೆ. [40, 1627, 198, 1738]
briefs-label-a: ಕಿರು [112, 504, 141, 529]
masthead-end-mark [1290, 24, 1294, 62]
nabard-body-text: ನಬಾರ್ಡ್ ರಾಜ್ಯಕ್ಕೆ 2025-26ನೇ ಸಾಲಿನಲ್ಲಿ 4.47 ಲಕ್ಷ ಕೋಟಿ ರೂ. ಆದ್ಯತಾ ವಲಯ ಸಾಲ ಸಾಮರ್ಥ್ಯವನ್ನು ಅಂದಾಜಿಸಿದೆ. ರಾಜ್ಯ ಸಾಲ ವಿಚಾರ ಸಂಕಿರಣದಲ್ಲಿ ರಾಜ್ಯ ಕೇಂದ್ರೀಕೃತ ಪತ್ರಿಕೆ ಬಿಡುಗಡೆ ಮಾಡಲಾಯಿತು. ಕೃಷಿ, ಸಣ್ಣ ಮತ್ತು ಮಧ್ಯಮ ಕೈಗಾರಿಕೆ, ರಫ್ತು ಹಾಗೂ ಶಿಕ್ಷಣ ಕ್ಷೇತ್ರಗಳಿಗೆ ಆದ್ಯತೆ ನೀಡಲಾಗಿದೆ. [388, 1681, 638, 1729]
issue-day: ಬುಧವಾರ [1170, 26, 1212, 41]
briefs-header [40, 490, 274, 550]
lead-column-1 [40, 186, 274, 468]
kengeri-body-2: ಭಕ್ತಾದಿಗಳಿಗೆ ಗಂಗಾ ಜಲ, ಪಂಚಾಮೃತ ಪ್ರಸಾದ ವಿತರಣೆ ಹಾಗೂ ರಾತ್ರಿಯಿಡೀ ಸಾಂಸ್ಕೃತಿಕ ಕಾರ್ಯಕ್ರಮಗಳು ನಡೆಯಲಿವೆ. ಕಾರ್ಯಕ್ರಮಕ್ಕೆ ಆಗಮಿಸುವ ಸಾರ್ವಜನಿಕರಿಗೆ ಸಂಚಾರ ದಟ್ಟಣೆ ಉಂಟಾಗದಂತೆ ಪೊಲೀಸರು ಸೂಕ್ತ ಕ್ರಮ ಕೈಗೊಂಡಿದ್ದಾರೆ. [488, 1453, 668, 1501]
journalists-photo [892, 1220, 1072, 1380]
lingam-body: ಬ್ಯಾಟರಾಯನಪುರದ ವಿಧಾನಸಭಾ ಕ್ಷೇತ್ರದ ಮತ್ತಿಕೆರೆ ಹಾಗೂ ಯಲಹಂಕ ವ್ಯಾಪ್ತಿಯ ಉದ್ಯಾನದಲ್ಲಿ 30 ಅಡಿ ಎತ್ತರದ ಶಿವಲಿಂಗ ಸ್ಥಾಪಿಸಿ ಫೆ.26ರಿಂದ ಆರು ದಿನಗಳ ಕಾಲ ವಿಶೇಷ ಪೂಜೆ ಹಾಗೂ ಸಾಂಸ್ಕೃತಿಕ ಕಾರ್ಯಕ್ರಮಗಳನ್ನು ಆಯೋಜಿಸಲಾಗಿದೆ. [996, 861, 1172, 909]
journalists-dateline: ಬೆಂಗಳೂರು: [684, 1219, 720, 1229]
book-release-tag: ಕೃತಿ ಲೋಕಾರ್ಪಣೆ [1070, 92, 1158, 118]
briefs-hand-glyph: ☞ [56, 506, 78, 534]
kengeri-photo [488, 1196, 668, 1282]
sub1-head: ನಗರದಲ್ಲಿ ಹಲವು ಕಾರ್ಯಕ್ರಮಗಳು [290, 804, 385, 848]
lead-headline: ಮಕ್ಕಳಿಗೆ ಶಿಕ್ಷಣ ಕೊಡಿಸುವುದೇ ಸವಾಲು [40, 122, 602, 173]
prabhakar-box-head: ಪ್ರಭಾಕರ್ ಅವರಿಗೂ ಮನವಿ [902, 1395, 1053, 1415]
kengeri-dateline: ಕೆಂಗೇರಿ: [290, 1195, 314, 1205]
journalists-body-2: ಗ್ರಾಮೀಣ ಪತ್ರಕರ್ತರಿಗೆ ಬಸ್ ಪಾಸ್ ಸೌಲಭ್ಯ ವಿಸ್ತರಣೆ, ಮಾಸಾಶನ ಹೆಚ್ಚಳ ಹಾಗೂ ನಿವೇಶನ ಹಂಚಿಕೆ ಕುರಿತೂ ಮನವಿಯಲ್ಲಿ ಉಲ್ಲೇಖಿಸಲಾಗಿದೆ. ಸಂಘದ ಪದಾಧಿಕಾರಿಗಳು ನಿಯೋಗದಲ್ಲಿದ್ದರು. [684, 1461, 884, 1497]
dairy-headline-2: ಉತ್ತೇಜಿಸಲು ಸ್ಪರ್ಧೆ [1094, 1187, 1231, 1212]
sanatana-box-head: ಸನಾತನ ಧರ್ಮ ಯಾತ್ರೆ ಅನಾವರಣ [452, 812, 556, 848]
temp-divider [1076, 26, 1077, 66]
lead-kicker: ಕಿಡ್ಸ್ ಕಿಂಗ್ಡಂ ಶಾಲಾ ವಾರ್ಷಿಕೋತ್ಸವ | ಮಕ್ಕಳ ಪೋಷಣೆಗೆ ಶಾಸಕ ಪ್ರಿಯಾಕೃಷ್ಣ ಮೆಚ್ಚುಗೆ [40, 88, 477, 107]
dairy-headline-1: ಹೈನುಗಾರಿಕೆ [1094, 1155, 1174, 1180]
lead-photo-2 [376, 190, 496, 370]
section-title [520, 4, 880, 78]
fpo-divider [378, 1592, 379, 1984]
brief-1-body [40, 608, 274, 908]
kengeri-quote-sign: ■ ಎಸ್.ಟಿ.ಸೋಮಶೇಖರ್, ಶಾಸಕ [496, 1422, 602, 1432]
